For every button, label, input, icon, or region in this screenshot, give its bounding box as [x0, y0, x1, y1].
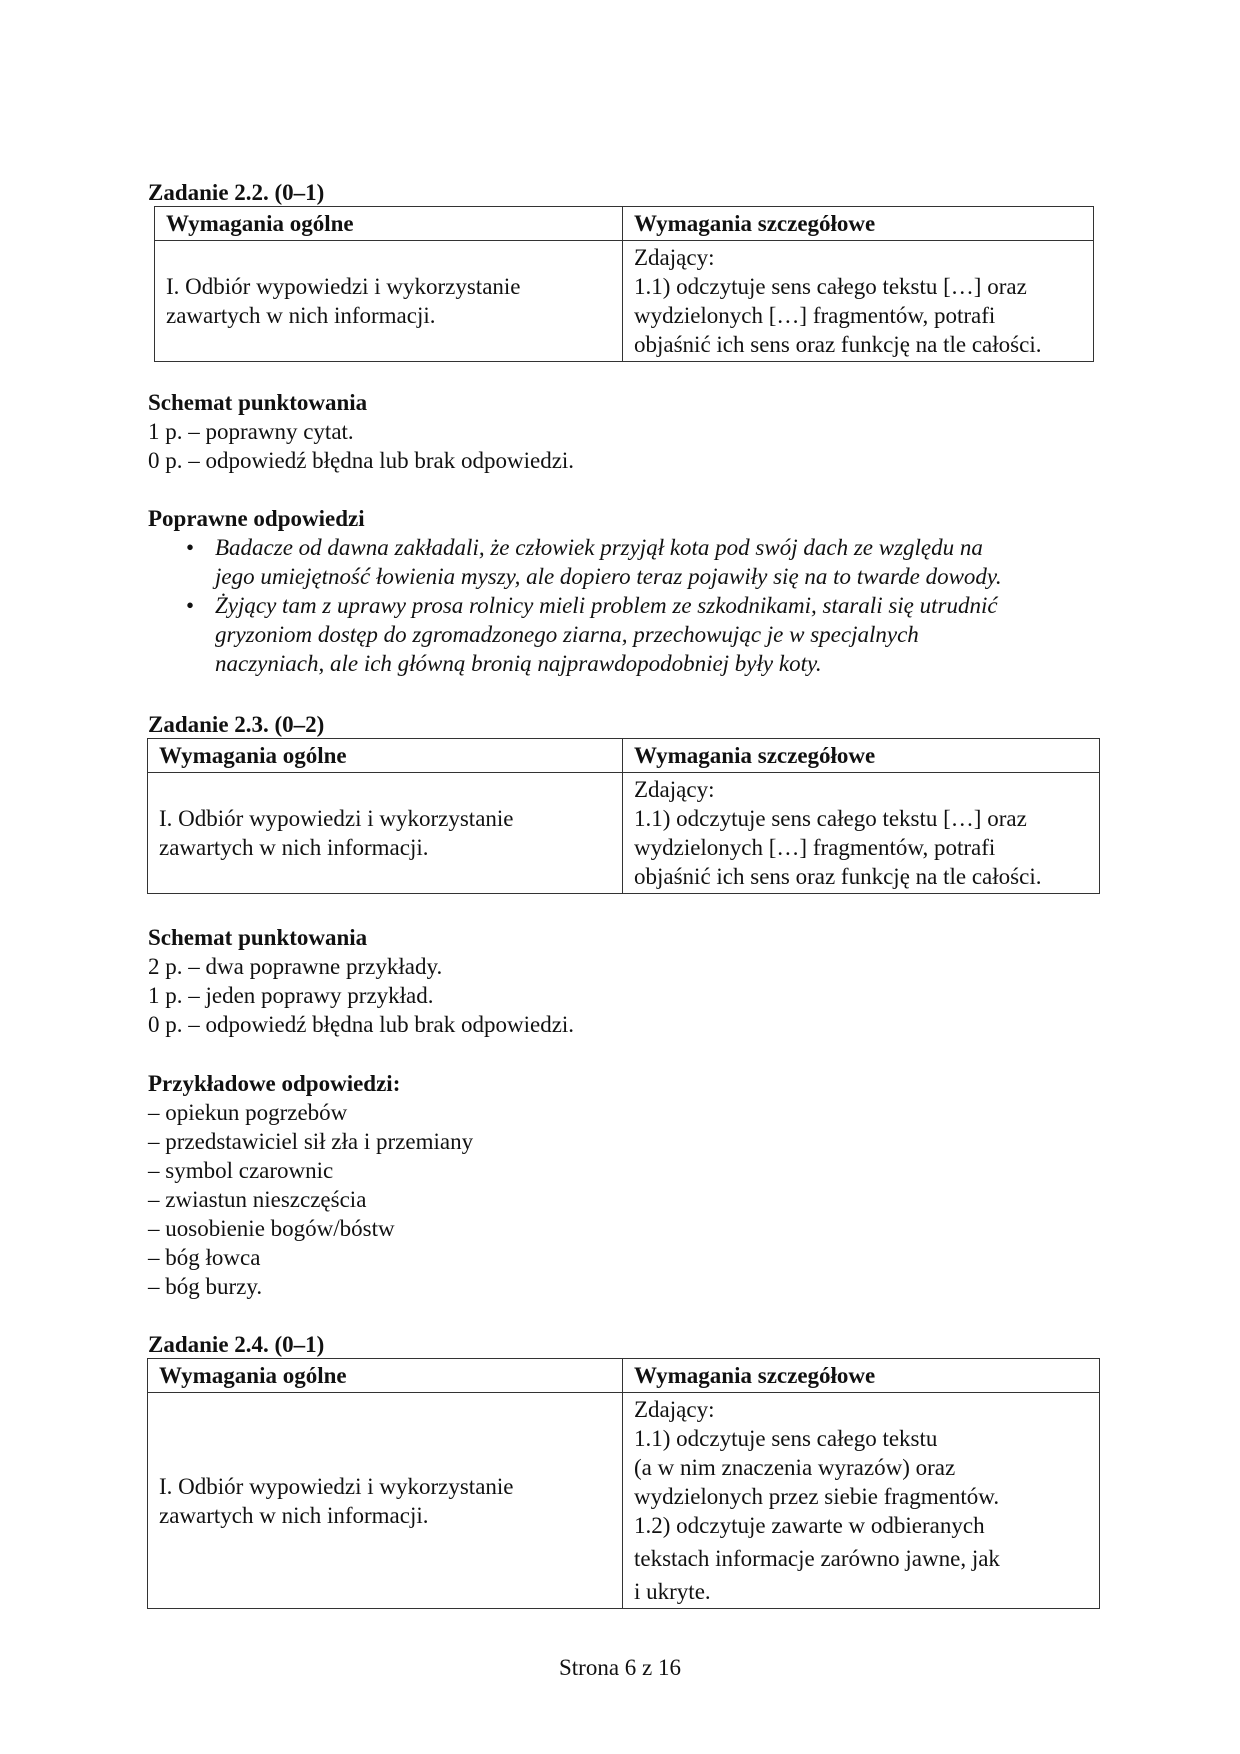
task-24-detail-line: (a w nim znaczenia wyrazów) oraz — [634, 1455, 956, 1480]
example-item: – zwiastun nieszczęścia — [148, 1187, 367, 1212]
task-23-general-line: I. Odbiór wypowiedzi i wykorzystanie — [159, 806, 514, 831]
task-23-examples-title: Przykładowe odpowiedzi: — [148, 1071, 401, 1096]
task-23-requirements-table — [147, 738, 1100, 894]
task-22-col-general: Wymagania ogólne — [155, 207, 623, 241]
task-22-detail-cell — [623, 241, 1094, 362]
task-23-detail-line: wydzielonych […] fragmentów, potrafi — [634, 835, 996, 860]
task-22-detail-line: objaśnić ich sens oraz funkcję na tle całości. — [634, 332, 1042, 357]
answer-line: • Żyjący tam z uprawy prosa rolnicy mieli problem ze szkodnikami, starali się utrudnić — [215, 593, 998, 618]
task-24-general-line: I. Odbiór wypowiedzi i wykorzystanie — [159, 1473, 514, 1499]
task-22-general-line: zawartych w nich informacji. — [166, 303, 436, 328]
answer-line: naczyniach, ale ich główną bronią najprawdopodobniej były koty. — [215, 651, 822, 676]
example-item: – symbol czarownic — [148, 1158, 334, 1183]
task-23-general-line: zawartych w nich informacji. — [159, 835, 429, 860]
task-23-scoring-line: 0 p. – odpowiedź błędna lub brak odpowiedzi. — [148, 1012, 575, 1037]
task-23-scoring-title: Schemat punktowania — [148, 925, 368, 950]
task-24-detail-line: 1.1) odczytuje sens całego tekstu — [634, 1426, 938, 1451]
example-item: – bóg łowca — [148, 1245, 261, 1270]
example-item: – przedstawiciel sił zła i przemiany — [148, 1129, 474, 1154]
task-23-general-cell — [148, 773, 623, 894]
task-22-general-line: I. Odbiór wypowiedzi i wykorzystanie — [166, 274, 521, 299]
task-23-scoring-line: 2 p. – dwa poprawne przykłady. — [148, 954, 443, 979]
task-24-general-cell — [148, 1393, 623, 1609]
task-23-detail-line: 1.1) odczytuje sens całego tekstu […] oraz — [634, 806, 1027, 831]
task-23-detail-line: objaśnić ich sens oraz funkcję na tle całości. — [634, 864, 1042, 889]
task-22-scoring-title: Schemat punktowania — [148, 390, 368, 415]
task-22-answers-list — [148, 533, 1128, 678]
task-22-answers-title: Poprawne odpowiedzi — [148, 506, 365, 531]
task-22-answers — [148, 504, 1128, 678]
task-23-title: Zadanie 2.3. (0–2) — [148, 712, 325, 737]
task-24-title: Zadanie 2.4. (0–1) — [148, 1332, 325, 1357]
task-23-col-general: Wymagania ogólne — [148, 739, 623, 773]
task-24-detail-line: i ukryte. — [634, 1579, 711, 1604]
answer-line: gryzoniom dostęp do zgromadzonego ziarna, przechowując je w specjalnych — [215, 622, 919, 647]
task-24-detail-cell — [623, 1393, 1100, 1609]
example-item: – bóg burzy. — [148, 1274, 263, 1299]
task-24-col-general: Wymagania ogólne — [148, 1359, 623, 1393]
task-22-title: Zadanie 2.2. (0–1) — [148, 180, 325, 205]
example-item: – uosobienie bogów/bóstw — [148, 1216, 395, 1241]
task-24-detail-line: wydzielonych przez siebie fragmentów. — [634, 1484, 1000, 1509]
task-22-scoring — [148, 388, 574, 475]
example-item: – opiekun pogrzebów — [148, 1100, 348, 1125]
task-24-detail-line: Zdający: — [634, 1397, 715, 1422]
task-23-detail-cell — [623, 773, 1100, 894]
answer-line: • Badacze od dawna zakładali, że człowiek przyjął kota pod swój dach ze względu na — [215, 535, 983, 560]
task-23-scoring-line: 1 p. – jeden poprawy przykład. — [148, 983, 434, 1008]
task-22-detail-line: Zdający: — [634, 245, 715, 270]
page-footer: Strona 6 z 16 — [558, 1655, 681, 1680]
task-24-detail-line: 1.2) odczytuje zawarte w odbieranych — [634, 1513, 985, 1538]
task-23-col-detail: Wymagania szczegółowe — [623, 739, 1100, 773]
task-22-scoring-line: 0 p. – odpowiedź błędna lub brak odpowiedzi. — [148, 448, 575, 473]
task-24-detail-line: tekstach informacje zarówno jawne, jak — [634, 1546, 1000, 1571]
task-22-general-cell — [155, 241, 623, 362]
task-23-examples — [148, 1069, 473, 1301]
task-24-general-line: zawartych w nich informacji. — [159, 1502, 429, 1528]
answer-line: jego umiejętność łowienia myszy, ale dopiero teraz pojawiły się na to twarde dowody. — [215, 564, 1002, 589]
list-item — [148, 591, 1128, 678]
task-24-requirements-table — [147, 1358, 1100, 1609]
list-item — [148, 533, 1128, 591]
task-22-detail-line: 1.1) odczytuje sens całego tekstu […] oraz — [634, 274, 1027, 299]
task-22-col-detail: Wymagania szczegółowe — [623, 207, 1094, 241]
task-22-detail-line: wydzielonych […] fragmentów, potrafi — [634, 303, 996, 328]
task-24-col-detail: Wymagania szczegółowe — [623, 1359, 1100, 1393]
task-23-scoring — [148, 923, 574, 1039]
task-23-detail-line: Zdający: — [634, 777, 715, 802]
task-22-requirements-table — [154, 206, 1094, 362]
task-22-scoring-line: 1 p. – poprawny cytat. — [148, 419, 354, 444]
